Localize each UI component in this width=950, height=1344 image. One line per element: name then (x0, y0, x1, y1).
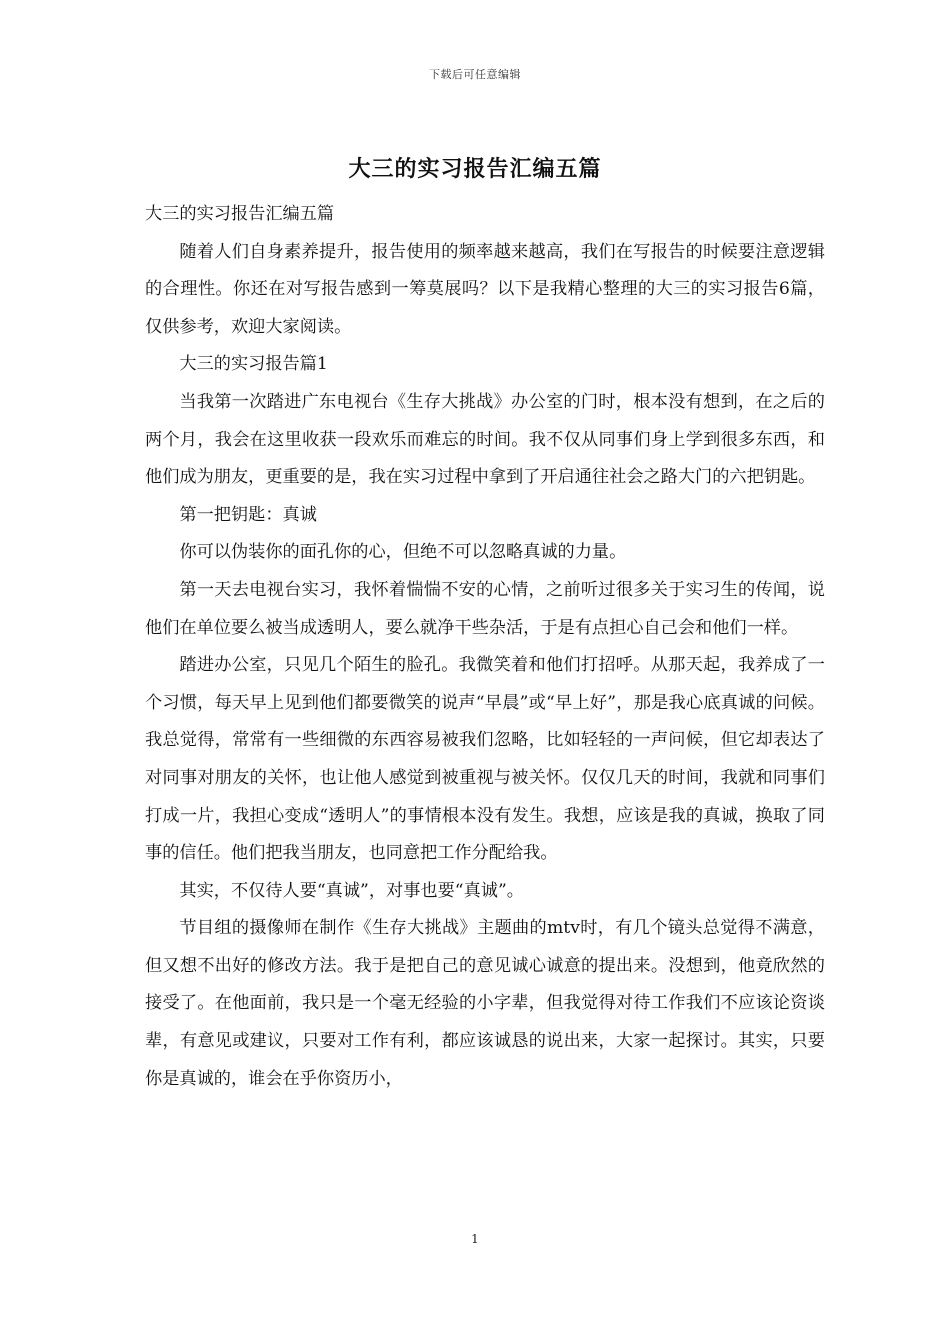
subtitle-paragraph: 大三的实习报告汇编五篇 (145, 204, 335, 224)
page-number: 1 (471, 1232, 479, 1246)
section-heading: 大三的实习报告篇1 (179, 354, 328, 375)
page-header: 下载后可任意编辑 (429, 68, 521, 81)
key-heading: 第一把钥匙：真诚 (179, 504, 317, 525)
body-paragraph: 第一天去电视台实习，我怀着惴惴不安的心情，之前听过很多关于实习生的传闻，说他们在单位要么被当成透明人，要么就净干些杂活，于是有点担心自己会和他们一样。 (145, 579, 825, 638)
document-title: 大三的实习报告汇编五篇 (348, 156, 602, 182)
body-paragraph: 当我第一次踏进广东电视台《生存大挑战》办公室的门时，根本没有想到，在之后的两个月，我会在这里收获一段欢乐而难忘的时间。我不仅从同事们身上学到很多东西，和他们成为朋友，更重要的是，我在实习过程中拿到了开启通往社会之路大门的六把钥匙。 (145, 391, 825, 488)
body-paragraph: 其实，不仅待人要“真诚”，对事也要“真诚”。 (179, 880, 524, 901)
document-body (145, 196, 825, 1098)
body-paragraph: 踏进办公室，只见几个陌生的脸孔。我微笑着和他们打招呼。从那天起，我养成了一个习惯，每天早上见到他们都要微笑的说声“早晨”或“早上好”，那是我心底真诚的问候。我总觉得，常常有一些细微的东西容易被我们忽略，比如轻轻的一声问候，但它却表达了对同事对朋友的关怀，也让他人感觉到被重视与被关怀。仅仅几天的时间，我就和同事们打成一片，我担心变成“透明人”的事情根本没有发生。我想，应该是我的真诚，换取了同事的信任。他们把我当朋友，也同意把工作分配给我。 (145, 655, 825, 864)
intro-paragraph: 随着人们自身素养提升，报告使用的频率越来越高，我们在写报告的时候要注意逻辑的合理性。你还在对写报告感到一筹莫展吗？以下是我精心整理的大三的实习报告6篇，仅供参考，欢迎大家阅读。 (145, 241, 825, 337)
body-paragraph: 节目组的摄像师在制作《生存大挑战》主题曲的mtv时，有几个镜头总觉得不满意，但又想不出好的修改方法。我于是把自己的意见诚心诚意的提出来。没想到，他竟欣然的接受了。在他面前，我只是一个毫无经验的小字辈，但我觉得对待工作我们不应该论资谈辈，有意见或建议，只要对工作有利，都应该诚恳的说出来，大家一起探讨。其实，只要你是真诚的，谁会在乎你资历小， (145, 918, 825, 1089)
body-paragraph: 你可以伪装你的面孔你的心，但绝不可以忽略真诚的力量。 (179, 542, 627, 563)
